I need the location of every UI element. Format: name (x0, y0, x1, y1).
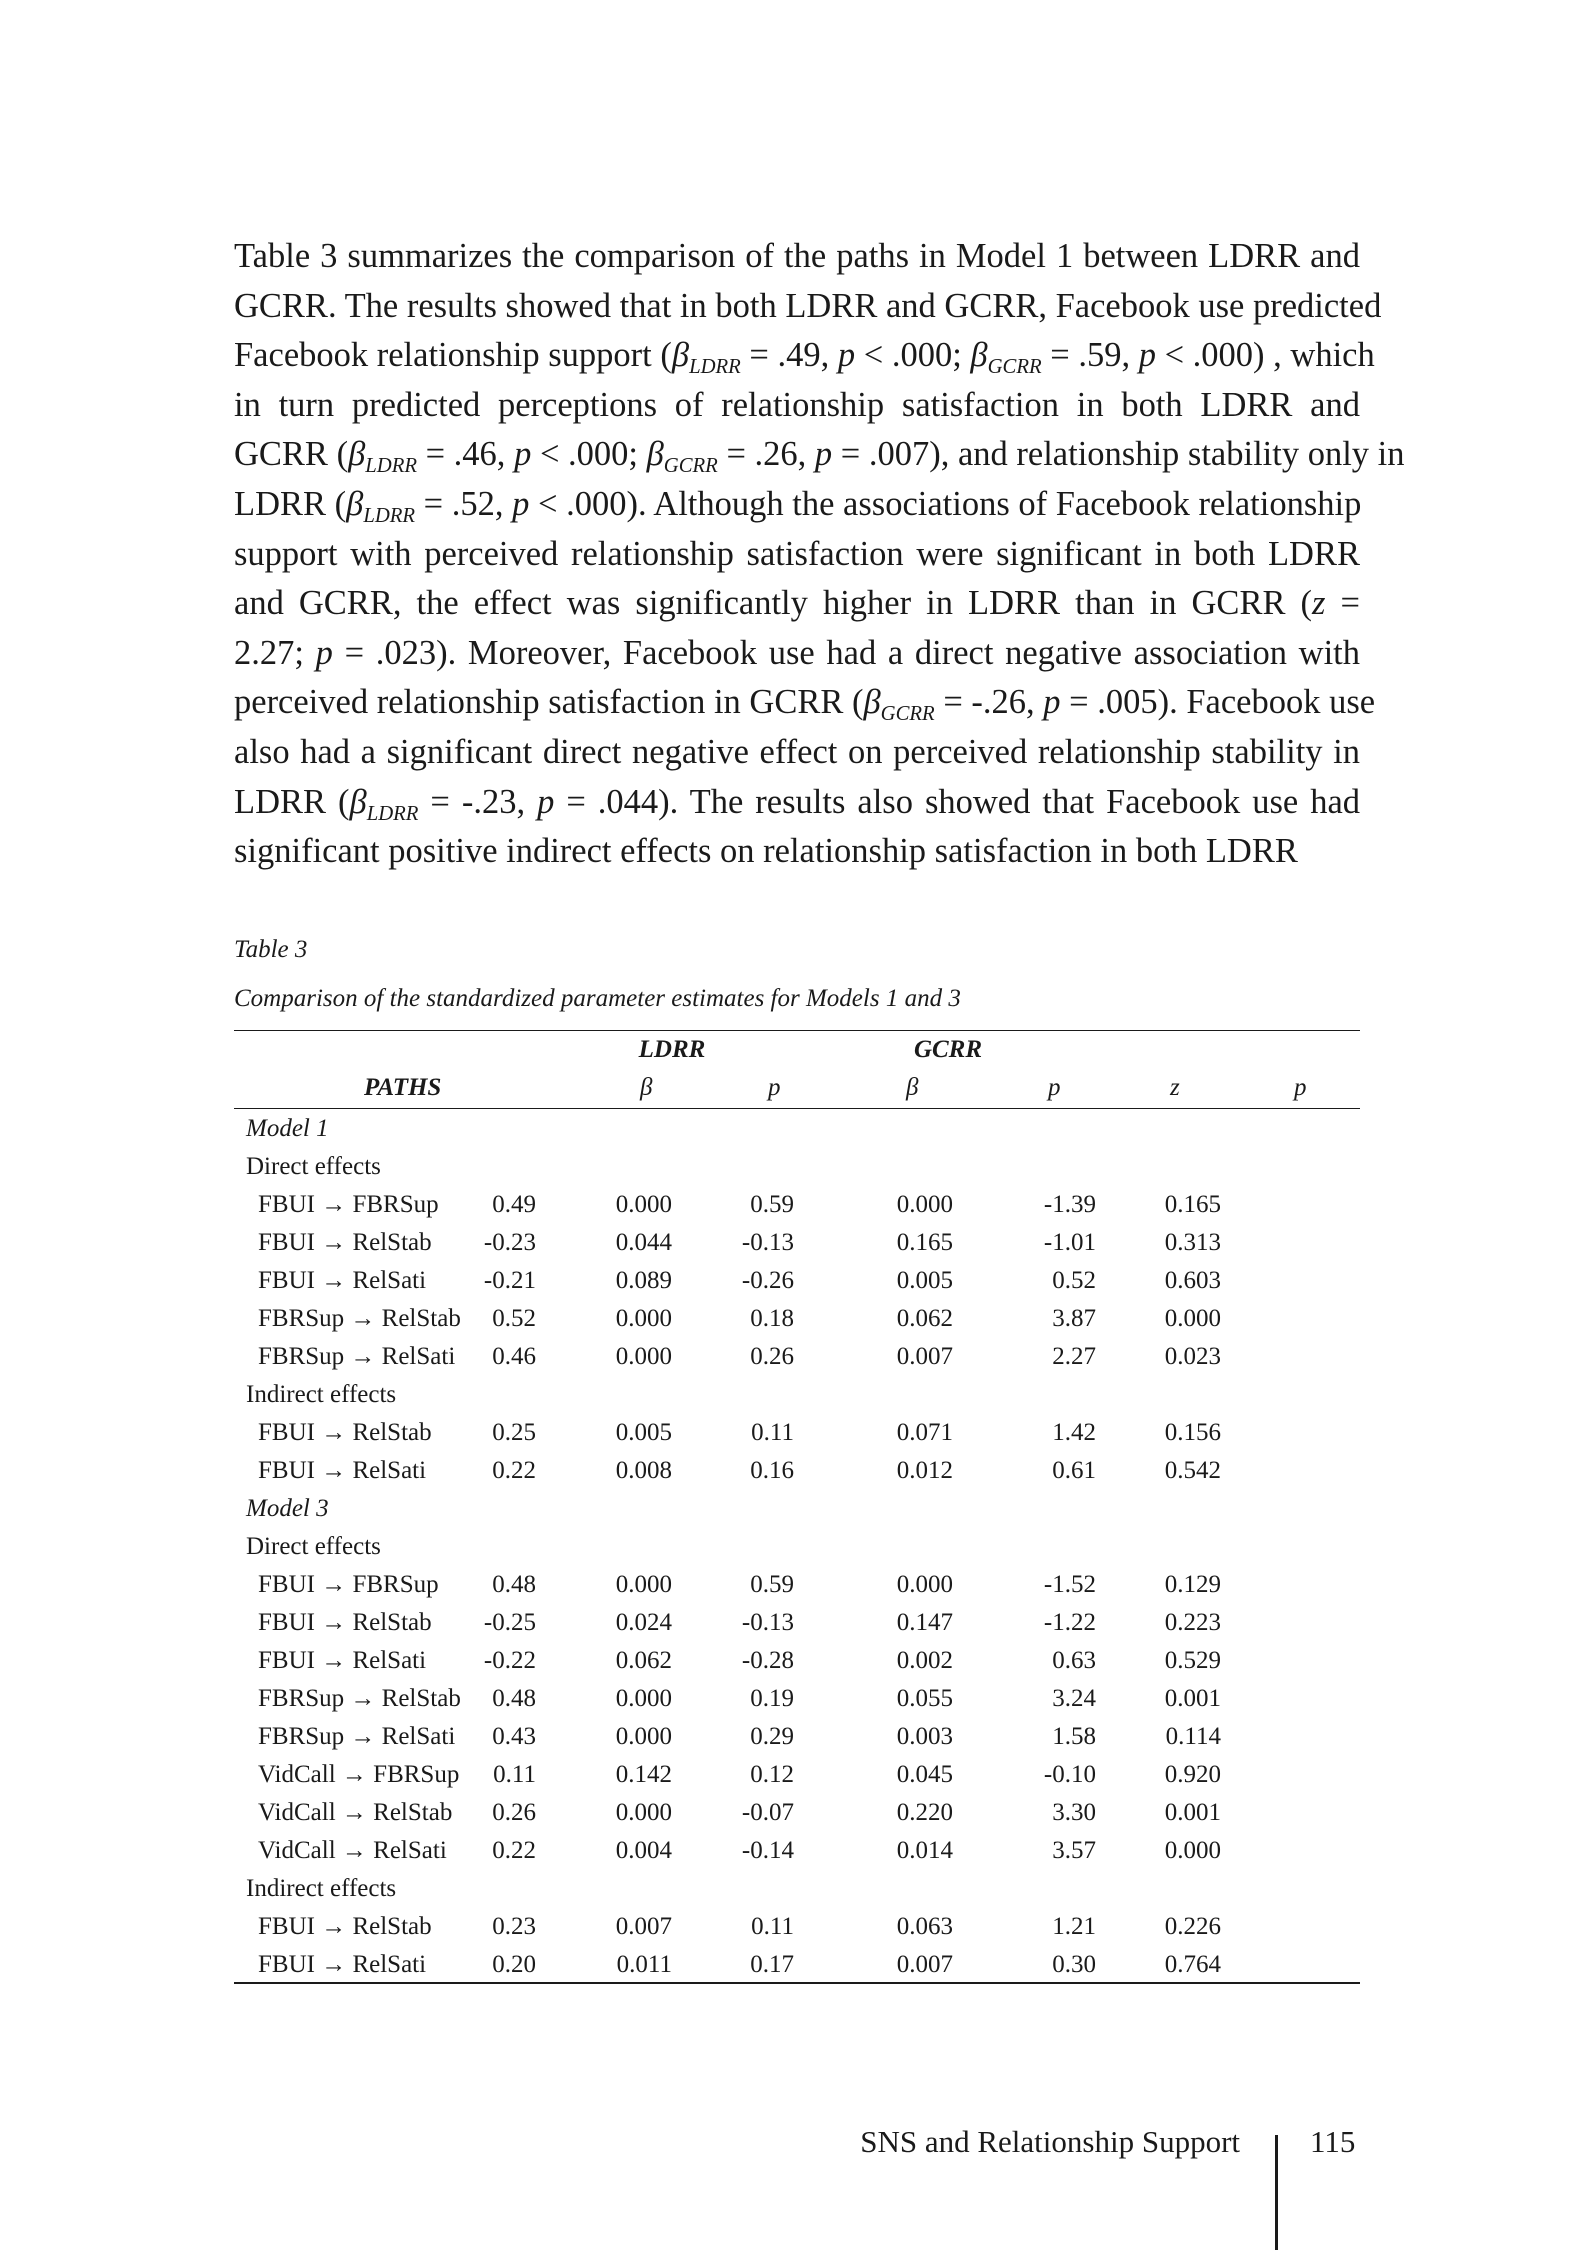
table-subsection-row (234, 1148, 1360, 1186)
body-paragraph (234, 232, 1405, 877)
value-cell: 0.46 (492, 1343, 536, 1370)
value-cell: 1.21 (1052, 1913, 1096, 1940)
table-row (234, 1642, 1360, 1680)
value-cell: 3.57 (1052, 1837, 1096, 1864)
value-cell: 0.045 (896, 1761, 953, 1788)
value-cell: 0.005 (615, 1419, 672, 1446)
value-cell: -0.13 (741, 1609, 794, 1636)
value-cell: 0.142 (615, 1761, 672, 1788)
value-cell: -0.25 (483, 1609, 536, 1636)
value-cell: 0.165 (1164, 1191, 1221, 1218)
path-cell: FBUI → RelSati (258, 1951, 427, 1978)
table-row (234, 1414, 1360, 1452)
value-cell: -0.21 (483, 1267, 536, 1294)
path-cell: Indirect effects (246, 1381, 397, 1408)
value-cell: 0.000 (896, 1571, 953, 1598)
value-cell: 0.023 (1164, 1343, 1221, 1370)
table-label: Table 3 (234, 936, 308, 963)
value-cell: 0.003 (896, 1723, 953, 1750)
value-cell: 0.001 (1164, 1685, 1221, 1712)
path-cell: FBRSup → RelStab (258, 1305, 461, 1332)
path-cell: Direct effects (246, 1533, 381, 1560)
value-cell: 0.024 (615, 1609, 672, 1636)
path-cell: FBRSup → RelSati (258, 1723, 456, 1750)
value-cell: 0.004 (615, 1837, 672, 1864)
value-cell: 0.29 (750, 1723, 794, 1750)
value-cell: 0.43 (492, 1723, 536, 1750)
header-gcrr-beta: β (906, 1074, 919, 1101)
value-cell: 0.22 (492, 1457, 536, 1484)
header-gcrr-p: p (1048, 1074, 1061, 1101)
value-cell: 0.011 (616, 1951, 672, 1978)
value-cell: 0.055 (896, 1685, 953, 1712)
path-cell: FBUI → RelSati (258, 1647, 427, 1674)
value-cell: 0.19 (750, 1685, 794, 1712)
paragraph-line: Table 3 summarizes the comparison of the paths in Model 1 between LDRR and (234, 237, 1360, 275)
table-row (234, 1338, 1360, 1376)
value-cell: 0.007 (615, 1913, 672, 1940)
table-row (234, 1718, 1360, 1756)
value-cell: -1.22 (1043, 1609, 1096, 1636)
value-cell: 0.11 (751, 1419, 794, 1446)
path-cell: FBRSup → RelSati (258, 1343, 456, 1370)
table-row (234, 1680, 1360, 1718)
value-cell: 0.52 (492, 1305, 536, 1332)
paragraph-line: 2.27; p = .023). Moreover, Facebook use had a direct negative association with (234, 633, 1360, 672)
header-paths: PATHS (364, 1074, 442, 1101)
table-row (234, 1186, 1360, 1224)
value-cell: 0.156 (1164, 1419, 1221, 1446)
value-cell: 0.23 (492, 1913, 536, 1940)
value-cell: 0.12 (750, 1761, 794, 1788)
value-cell: 0.529 (1164, 1647, 1221, 1674)
paragraph-line: GCRR. The results showed that in both LDRR and GCRR, Facebook use predicted (234, 286, 1382, 325)
path-cell: Direct effects (246, 1153, 381, 1180)
paragraph-line: support with perceived relationship satisfaction were significant in both LDRR (234, 534, 1360, 573)
table-subsection-row (234, 1376, 1360, 1414)
value-cell: 0.313 (1164, 1229, 1221, 1256)
value-cell: -1.01 (1043, 1229, 1096, 1256)
value-cell: 0.542 (1164, 1457, 1221, 1484)
table-section-row (234, 1110, 1360, 1148)
header-group-ldrr: LDRR (638, 1036, 706, 1063)
paragraph-line: GCRR ($\beta_{LDRR} = .46$, p < .000; $\beta_{GCRR} = .26$, p = .007), and relationship stability only in (234, 435, 1405, 478)
value-cell: 0.014 (896, 1837, 953, 1864)
paragraph-line: Facebook relationship support ($\beta_{LDRR} = .49$, p < .000; $\beta_{GCRR} = .59$, p < .000) , which (234, 336, 1375, 379)
path-cell: Model 3 (246, 1495, 329, 1522)
value-cell: 0.001 (1164, 1799, 1221, 1826)
table-body (234, 1108, 1360, 1984)
value-cell: 0.062 (615, 1647, 672, 1674)
value-cell: 0.59 (750, 1191, 794, 1218)
value-cell: 2.27 (1052, 1343, 1096, 1370)
value-cell: 0.61 (1052, 1457, 1096, 1484)
table-row (234, 1300, 1360, 1338)
value-cell: 0.48 (492, 1571, 536, 1598)
table-row (234, 1262, 1360, 1300)
value-cell: 0.22 (492, 1837, 536, 1864)
value-cell: 0.008 (615, 1457, 672, 1484)
value-cell: -0.23 (483, 1229, 536, 1256)
table-section-row (234, 1490, 1360, 1528)
value-cell: 0.063 (896, 1913, 953, 1940)
path-cell: FBUI → RelSati (258, 1267, 427, 1294)
paragraph-line: in turn predicted perceptions of relationship satisfaction in both LDRR and (234, 385, 1360, 424)
value-cell: 0.147 (896, 1609, 953, 1636)
path-cell: VidCall → FBRSup (258, 1761, 460, 1788)
value-cell: 0.000 (615, 1191, 672, 1218)
value-cell: 0.000 (615, 1723, 672, 1750)
table-subsection-row (234, 1528, 1360, 1566)
value-cell: 0.17 (750, 1951, 794, 1978)
value-cell: 0.114 (1165, 1723, 1221, 1750)
table-row (234, 1224, 1360, 1262)
value-cell: -1.52 (1043, 1571, 1096, 1598)
paragraph-line: LDRR ($\beta_{LDRR} = .52$, p < .000). Although the associations of Facebook relationship (234, 484, 1362, 528)
header-ldrr-beta: β (640, 1074, 653, 1101)
path-cell: Model 1 (246, 1115, 329, 1142)
value-cell: 0.000 (615, 1571, 672, 1598)
path-cell: FBUI → RelStab (258, 1419, 432, 1446)
value-cell: 0.52 (1052, 1267, 1096, 1294)
value-cell: 3.24 (1052, 1685, 1096, 1712)
value-cell: 0.165 (896, 1229, 953, 1256)
value-cell: 0.764 (1164, 1951, 1221, 1978)
value-cell: 0.49 (492, 1191, 536, 1218)
value-cell: 0.11 (493, 1761, 536, 1788)
value-cell: 0.16 (750, 1457, 794, 1484)
table-top-rule (234, 1030, 1360, 1031)
value-cell: 0.220 (896, 1799, 953, 1826)
value-cell: 0.007 (896, 1951, 953, 1978)
value-cell: 0.20 (492, 1951, 536, 1978)
table-row (234, 1604, 1360, 1642)
paragraph-line: perceived relationship satisfaction in GCRR ($\beta_{GCRR} = -.26$, p = .005). Facebook use (234, 683, 1376, 726)
value-cell: 0.002 (896, 1647, 953, 1674)
value-cell: 3.30 (1052, 1799, 1096, 1826)
running-head: SNS and Relationship Support (860, 2124, 1240, 2159)
value-cell: -0.26 (741, 1267, 794, 1294)
path-cell: FBUI → RelSati (258, 1457, 427, 1484)
value-cell: -1.39 (1043, 1191, 1096, 1218)
path-cell: FBUI → FBRSup (258, 1191, 439, 1218)
table-row (234, 1832, 1360, 1870)
path-cell: VidCall → RelStab (258, 1799, 453, 1826)
value-cell: -0.22 (483, 1647, 536, 1674)
header-z: z (1170, 1074, 1180, 1101)
value-cell: 0.603 (1164, 1267, 1221, 1294)
value-cell: 0.007 (896, 1343, 953, 1370)
value-cell: 0.920 (1164, 1761, 1221, 1788)
path-cell: FBUI → FBRSup (258, 1571, 439, 1598)
table-row (234, 1794, 1360, 1832)
value-cell: 0.000 (615, 1343, 672, 1370)
path-cell: FBUI → RelStab (258, 1609, 432, 1636)
value-cell: 0.129 (1164, 1571, 1221, 1598)
footer-divider (1275, 2135, 1278, 2250)
paragraph-line: significant positive indirect effects on relationship satisfaction in both LDRR (234, 832, 1298, 871)
header-group-gcrr: GCRR (913, 1036, 983, 1063)
value-cell: 0.000 (896, 1191, 953, 1218)
value-cell: 0.000 (615, 1799, 672, 1826)
paragraph-line: also had a significant direct negative effect on perceived relationship stability in (234, 732, 1360, 771)
value-cell: 0.062 (896, 1305, 953, 1332)
table-row (234, 1946, 1360, 1984)
value-cell: -0.28 (741, 1647, 794, 1674)
value-cell: 0.25 (492, 1419, 536, 1446)
value-cell: 0.000 (615, 1305, 672, 1332)
value-cell: 0.26 (750, 1343, 794, 1370)
value-cell: 0.18 (750, 1305, 794, 1332)
value-cell: 0.223 (1164, 1609, 1221, 1636)
table-row (234, 1756, 1360, 1794)
value-cell: 0.071 (896, 1419, 953, 1446)
table-row (234, 1452, 1360, 1490)
value-cell: 3.87 (1052, 1305, 1096, 1332)
value-cell: 0.044 (615, 1229, 672, 1256)
value-cell: 0.63 (1052, 1647, 1096, 1674)
table-caption: Comparison of the standardized parameter estimates for Models 1 and 3 (234, 985, 961, 1012)
table-row (234, 1908, 1360, 1946)
value-cell: -0.10 (1043, 1761, 1096, 1788)
value-cell: 0.000 (1164, 1305, 1221, 1332)
header-p: p (1294, 1074, 1307, 1101)
value-cell: 0.012 (896, 1457, 953, 1484)
table-row (234, 1566, 1360, 1604)
header-ldrr-p: p (768, 1074, 781, 1101)
paragraph-line: and GCRR, the effect was significantly higher in LDRR than in GCRR (z = (234, 584, 1360, 623)
value-cell: 0.11 (751, 1913, 794, 1940)
path-cell: Indirect effects (246, 1875, 397, 1902)
value-cell: 0.30 (1052, 1951, 1096, 1978)
path-cell: VidCall → RelSati (258, 1837, 447, 1864)
value-cell: 0.48 (492, 1685, 536, 1712)
path-cell: FBUI → RelStab (258, 1229, 432, 1256)
path-cell: FBUI → RelStab (258, 1913, 432, 1940)
value-cell: 0.000 (1164, 1837, 1221, 1864)
value-cell: 0.226 (1164, 1913, 1221, 1940)
value-cell: -0.07 (741, 1799, 794, 1826)
path-cell: FBRSup → RelStab (258, 1685, 461, 1712)
table-subsection-row (234, 1870, 1360, 1908)
value-cell: 0.005 (896, 1267, 953, 1294)
value-cell: 1.42 (1052, 1419, 1096, 1446)
paragraph-line: LDRR ($\beta_{LDRR} = -.23$, p = .044). The results also showed that Facebook use had (234, 782, 1361, 825)
value-cell: 0.59 (750, 1571, 794, 1598)
page-number: 115 (1310, 2124, 1356, 2159)
value-cell: -0.14 (741, 1837, 794, 1864)
table-bottom-rule (234, 1982, 1360, 1984)
value-cell: 1.58 (1052, 1723, 1096, 1750)
value-cell: 0.089 (615, 1267, 672, 1294)
value-cell: 0.26 (492, 1799, 536, 1826)
value-cell: -0.13 (741, 1229, 794, 1256)
value-cell: 0.000 (615, 1685, 672, 1712)
